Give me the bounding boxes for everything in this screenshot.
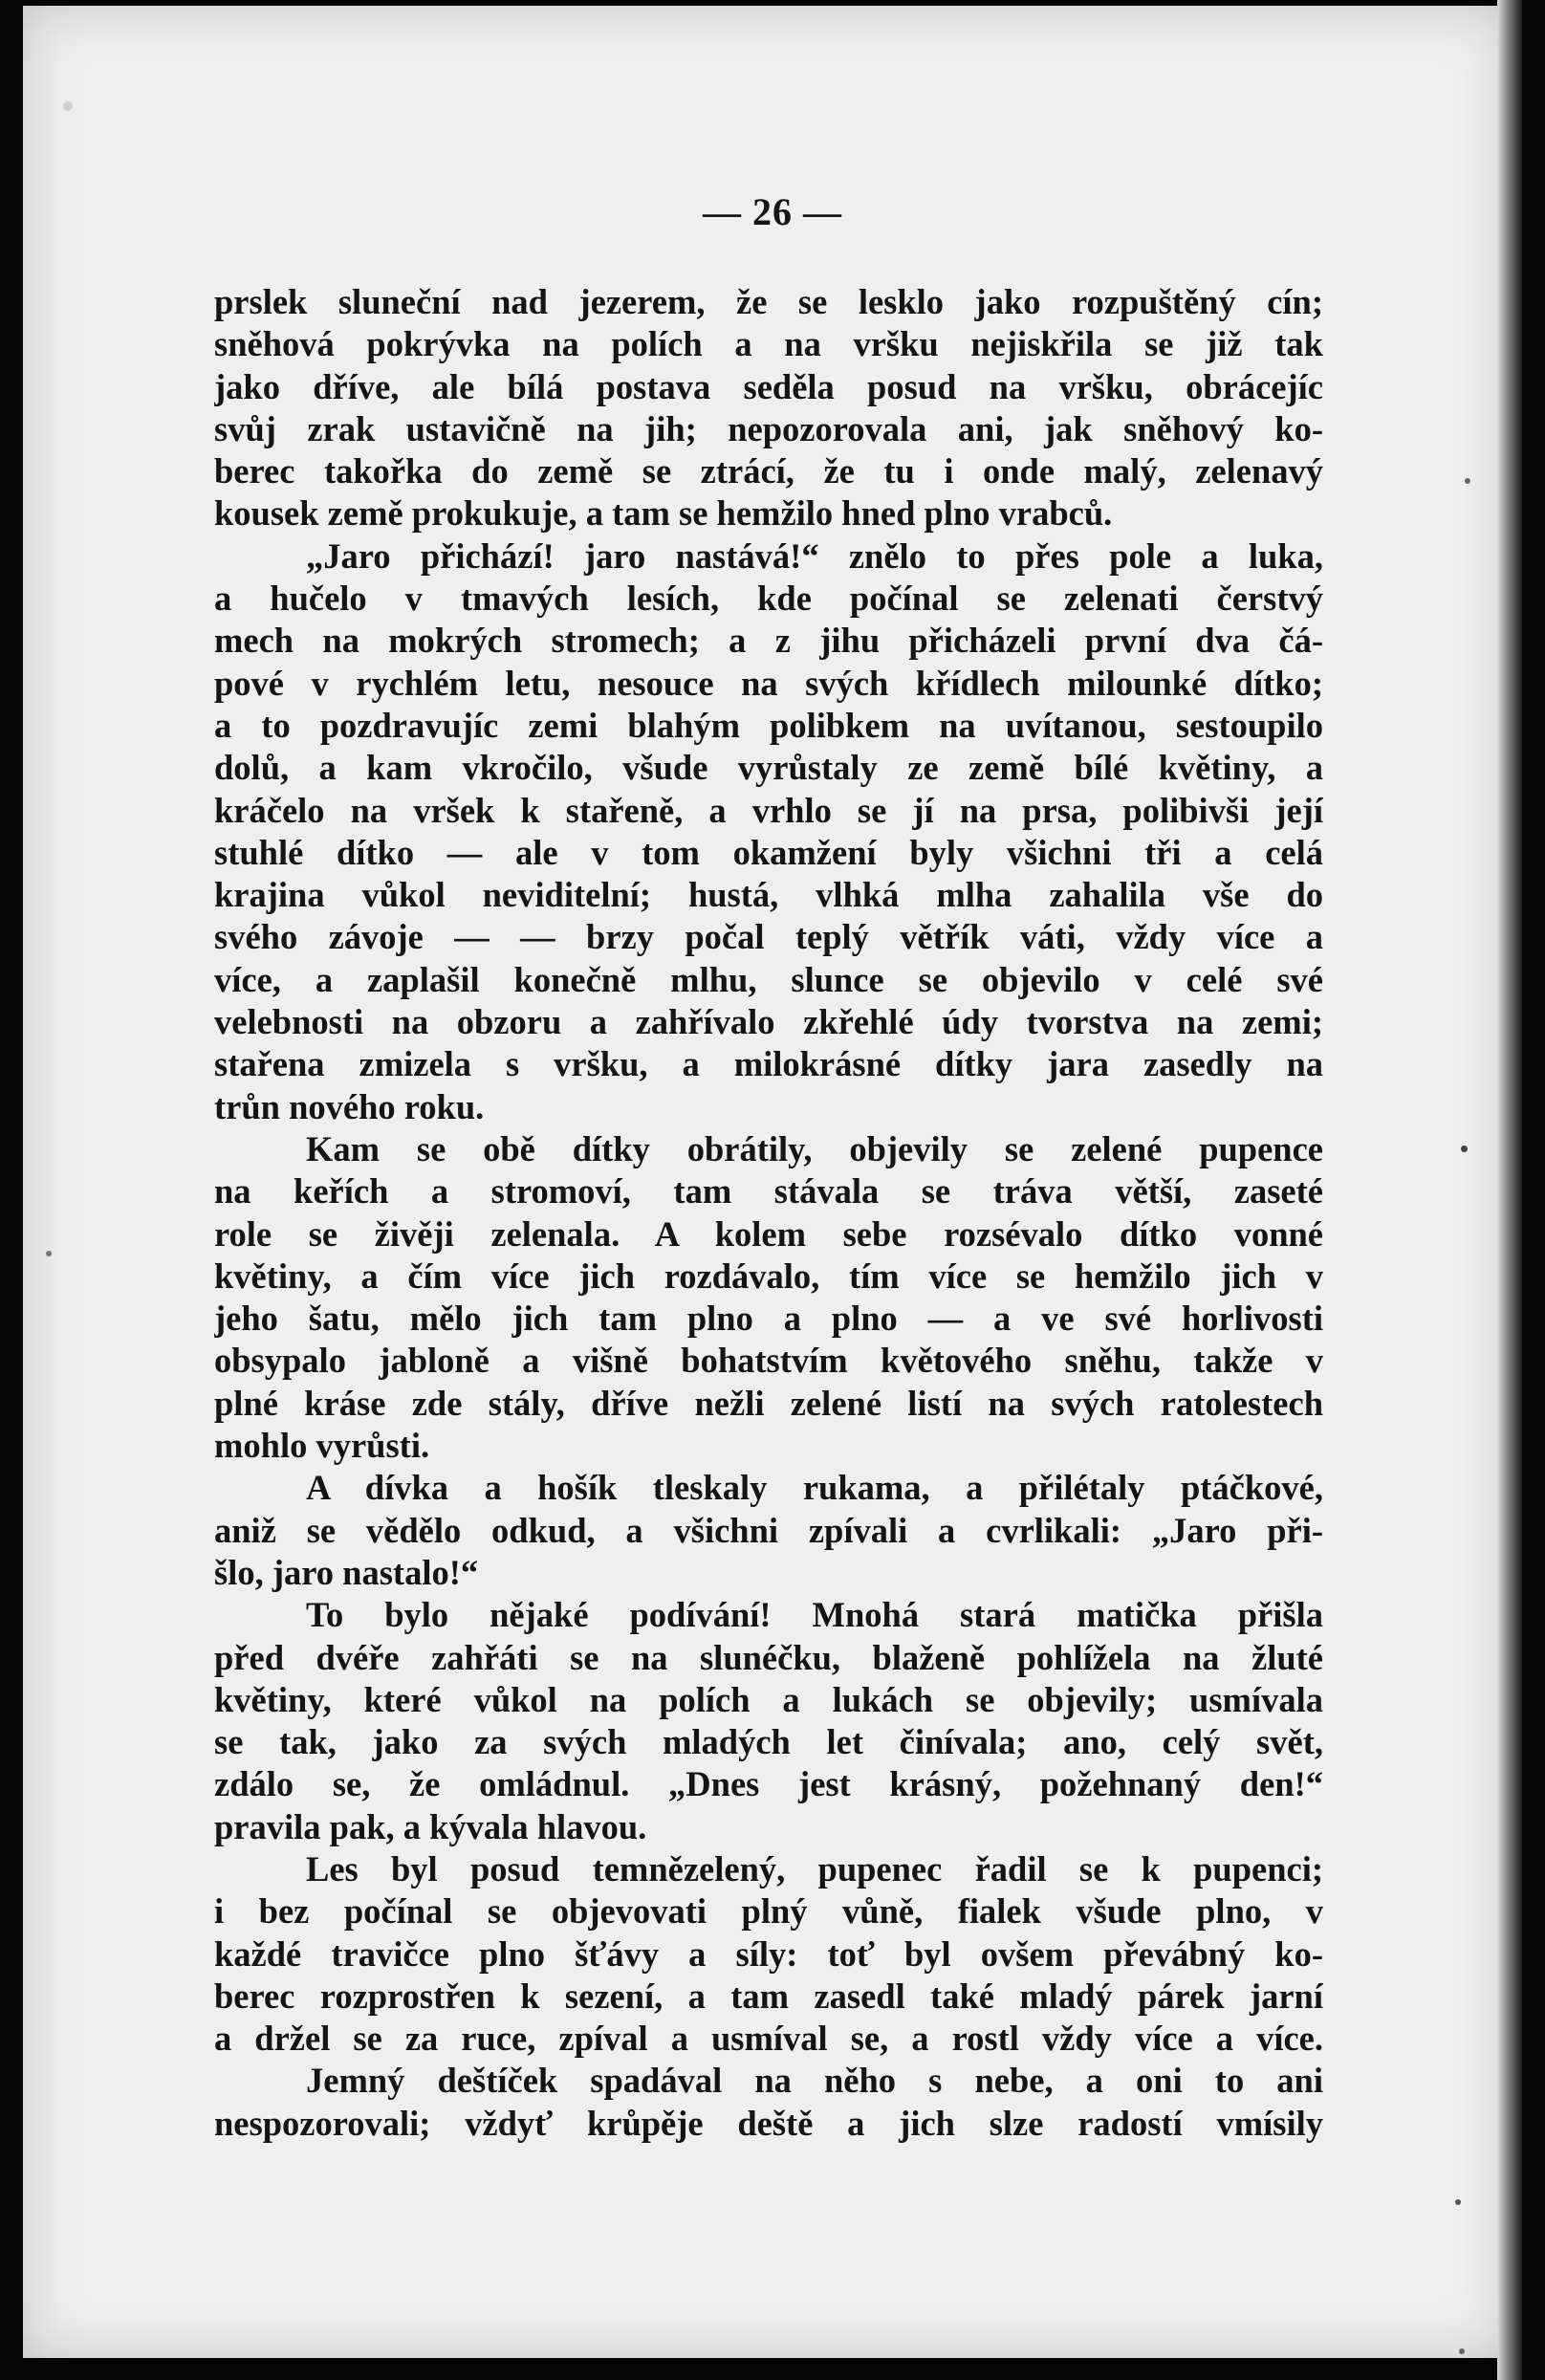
- paper-speck: [1465, 478, 1470, 484]
- paper-speck: [1459, 2348, 1465, 2354]
- text-line: krajina vůkol neviditelní; hustá, vlhká mlha zahalila vše do: [214, 875, 1323, 915]
- text-line: květiny, které vůkol na polích a lukách se objevily; usmívala: [214, 1679, 1323, 1719]
- text-line: každé travičce plno šťávy a síly: toť byl ovšem převábný ko-: [214, 1933, 1323, 1974]
- page-number: — 26 —: [703, 190, 842, 233]
- text-line: plné kráse zde stály, dříve nežli zelené listí na svých ratolestech: [214, 1383, 1323, 1423]
- text-line: a to pozdravujíc zemi blahým polibkem na uvítanou, sestoupilo: [214, 705, 1323, 745]
- text-line: i bez počínal se objevovati plný vůně, fialek všude plno, v: [214, 1891, 1323, 1932]
- text-line: sněhová pokrývka na polích a na vršku nejiskřila se již tak: [214, 324, 1323, 364]
- text-line: pové v rychlém letu, nesouce na svých křídlech milounké dítko;: [214, 663, 1323, 703]
- text-line: nespozorovali; vždyť krůpěje deště a jich slze radostí vmísily: [214, 2103, 1323, 2143]
- text-line: Kam se obě dítky obrátily, objevily se zelené pupence: [306, 1128, 1323, 1168]
- text-line: jeho šatu, mělo jich tam plno a plno — a ve své horlivosti: [214, 1299, 1323, 1339]
- text-line: Jemný deštíček spadával na něho s nebe, a oni to ani: [306, 2061, 1323, 2101]
- text-line: To bylo nějaké podívání! Mnohá stará matička přišla: [306, 1595, 1323, 1635]
- text-line: prslek sluneční nad jezerem, že se lesklo jako rozpuštěný cín;: [214, 282, 1323, 321]
- text-line: obsypalo jabloně a višně bohatstvím květového sněhu, takže v: [214, 1341, 1323, 1381]
- paper-speck: [1461, 1146, 1468, 1152]
- text-line: dolů, a kam vkročilo, všude vyrůstaly ze země bílé květiny, a: [214, 748, 1323, 788]
- text-line: berec takořka do země se ztrácí, že tu i onde malý, zelenavý: [214, 451, 1323, 491]
- text-line: stařena zmizela s vršku, a milokrásné dítky jara zasedly na: [214, 1044, 1323, 1084]
- paper-speck: [46, 1251, 52, 1256]
- body-text: [214, 281, 1323, 2145]
- text-line: na keřích a stromoví, tam stávala se tráva větší, zaseté: [214, 1171, 1323, 1212]
- text-line: A dívka a hošík tleskaly rukama, a přilétaly ptáčkové,: [306, 1468, 1323, 1508]
- text-line: Les byl posud temnězelený, pupenec řadil se k pupenci;: [306, 1848, 1323, 1889]
- text-line: stuhlé dítko — ale v tom okamžení byly všichni tři a celá: [214, 832, 1323, 872]
- text-line: šlo, jaro nastalo!“: [214, 1552, 479, 1592]
- text-line: zdálo se, že omládnul. „Dnes jest krásný, požehnaný den!“: [214, 1764, 1323, 1804]
- text-line: svého závoje — — brzy počal teplý větřík váti, vždy více a: [214, 917, 1323, 957]
- text-line: jako dříve, ale bílá postava seděla posud na vršku, obrácejíc: [214, 366, 1323, 406]
- text-line: kráčelo na vršek k stařeně, a vrhlo se jí na prsa, polibivši její: [214, 790, 1323, 830]
- paper-speck: [63, 101, 73, 111]
- text-line: mech na mokrých stromech; a z jihu přicházeli první dva čá-: [214, 621, 1323, 661]
- text-line: více, a zaplašil konečně mlhu, slunce se objevilo v celé své: [214, 959, 1323, 999]
- text-line: květiny, a čím více jich rozdávalo, tím více se hemžilo jich v: [214, 1256, 1323, 1296]
- text-line: role se živěji zelenala. A kolem sebe rozsévalo dítko vonné: [214, 1213, 1323, 1254]
- text-line: se tak, jako za svých mladých let činívala; ano, celý svět,: [214, 1722, 1323, 1762]
- text-line: a držel se za ruce, zpíval a usmíval se, a rostl vždy více a více.: [214, 2019, 1323, 2059]
- paper-speck: [1455, 2199, 1461, 2205]
- text-line: a hučelo v tmavých lesích, kde počínal se zelenati čerstvý: [214, 579, 1323, 619]
- text-line: svůj zrak ustavičně na jih; nepozorovala ani, jak sněhový ko-: [214, 408, 1323, 448]
- text-line: před dvéře zahřáti se na slunéčku, blaženě pohlížela na žluté: [214, 1637, 1323, 1677]
- text-line: „Jaro přichází! jaro nastává!“ znělo to přes pole a luka,: [306, 535, 1323, 576]
- text-line: pravila pak, a kývala hlavou.: [214, 1806, 647, 1846]
- text-line: trůn nového roku.: [214, 1086, 485, 1126]
- text-line: berec rozprostřen k sezení, a tam zasedl také mladý párek jarní: [214, 1976, 1323, 2016]
- page-edge: [1497, 0, 1522, 2380]
- text-line: mohlo vyrůsti.: [214, 1426, 430, 1466]
- text-line: velebnosti na obzoru a zahřívalo zkřehlé údy tvorstva na zemi;: [214, 1002, 1323, 1042]
- text-line: kousek země prokukuje, a tam se hemžilo hned plno vrabců.: [214, 493, 1113, 534]
- text-line: aniž se vědělo odkud, a všichni zpívali a cvrlikali: „Jaro při-: [214, 1510, 1323, 1550]
